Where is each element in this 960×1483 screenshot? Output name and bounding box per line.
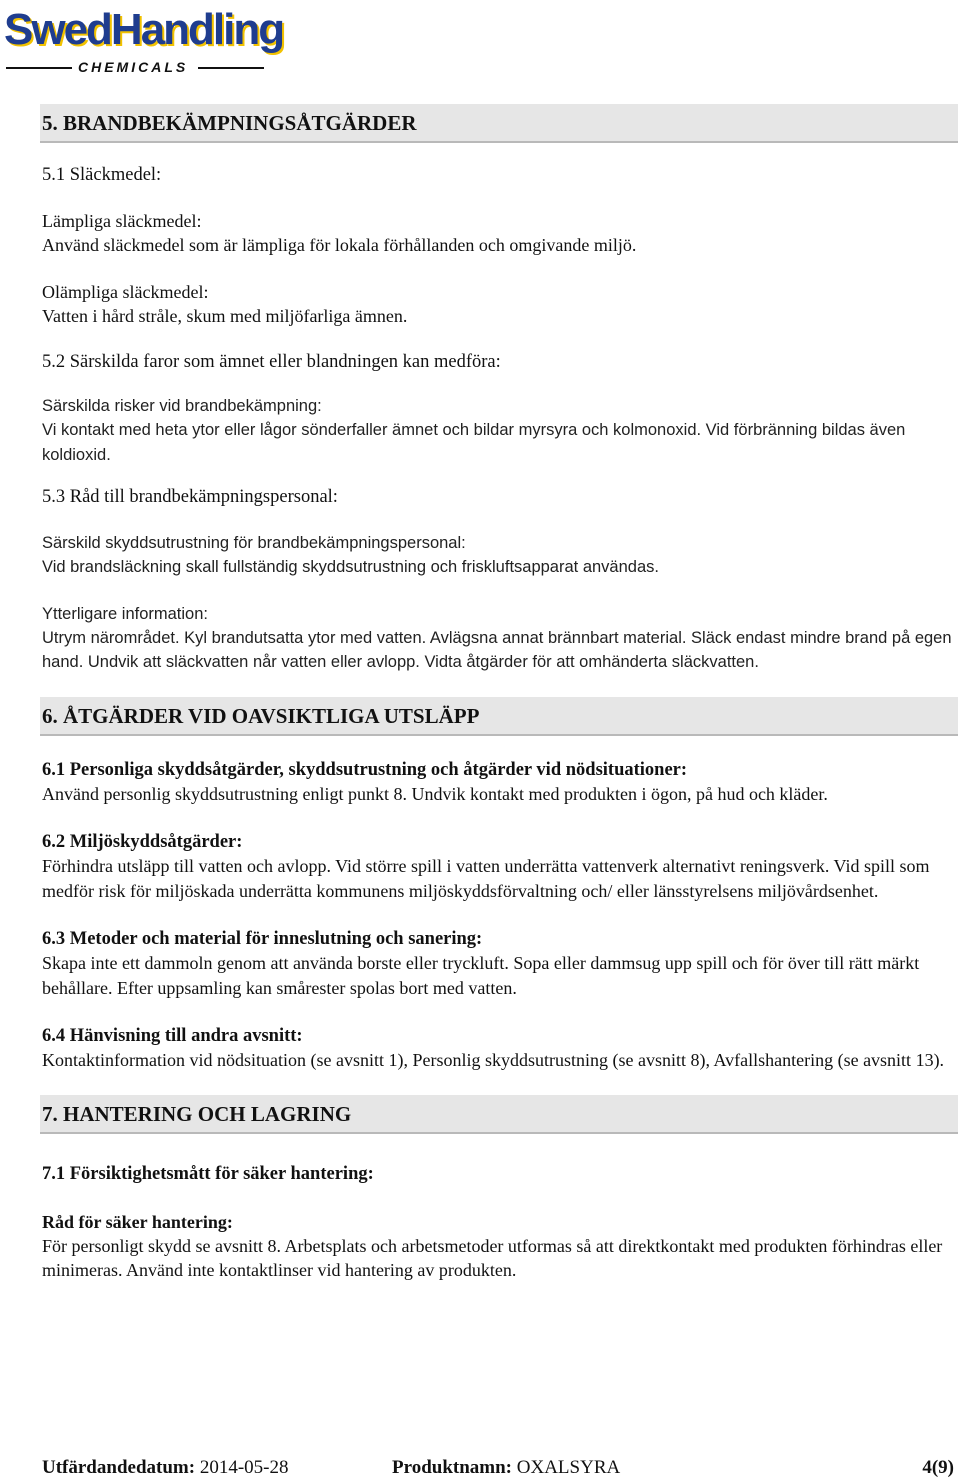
logo-rule-left [6,67,72,69]
logo-tagline: CHEMICALS [78,59,189,75]
suitable-extinguishers-text: Använd släckmedel som är lämpliga för lokala förhållanden och omgivande miljö. [42,235,637,255]
issue-date [42,1456,288,1480]
section-6-2-text: Förhindra utsläpp till vatten och avlopp. Vid större spill i vatten underrätta vattenverk alternativt reningsverk. Vid spill som medför risk för miljöskada underrätta kommunens miljöskyddsförvaltning och/ eller länsstyrelsens miljövårdsenhet. [42,856,930,901]
unsuitable-extinguishers-label: Olämpliga släckmedel: [42,281,209,302]
firefighter-equipment-text: Vid brandsläckning skall fullständig skyddsutrustning och friskluftsapparat användas. [42,558,659,576]
document-body [42,104,958,1283]
section-6-4-heading: 6.4 Hänvisning till andra avsnitt: [42,1026,303,1046]
logo-rule-right [198,67,264,69]
special-risks-text: Vi kontakt med heta ytor eller lågor sönderfaller ämnet och bildar myrsyra och kolmonoxid. Vid förbränning bildas även koldioxid. [42,421,906,464]
company-logo [2,2,284,75]
product-name-label: Produktnamn: [392,1457,513,1478]
suitable-extinguishers-label: Lämpliga släckmedel: [42,211,202,231]
section-6-2-heading: 6.2 Miljöskyddsåtgärder: [42,832,243,852]
product-name [392,1456,620,1480]
section-7-heading: 7. HANTERING OCH LAGRING [40,1095,958,1134]
section-5-1-heading: 5.1 Släckmedel: [42,165,162,185]
section-6-heading: 6. ÅTGÄRDER VID OAVSIKTLIGA UTSLÄPP [40,697,958,736]
issue-date-value: 2014-05-28 [199,1457,289,1478]
section-6-3-heading: 6.3 Metoder och material för inneslutning och sanering: [42,929,483,949]
section-6-1-heading: 6.1 Personliga skyddsåtgärder, skyddsutrustning och åtgärder vid nödsituationer: [42,759,688,780]
safe-handling-label: Råd för säker hantering: [42,1211,233,1232]
safe-handling-text: För personligt skydd se avsnitt 8. Arbetsplats och arbetsmetoder utformas så att direktkontakt med produkten förhindras eller minimeras. Använd inte kontaktlinser vid hantering av produkten. [42,1235,943,1280]
additional-info-text: Utrym närområdet. Kyl brandutsatta ytor med vatten. Avlägsna annat brännbart material. Släck endast mindre brand på egen hand. Undvik att släckvatten når vatten eller avlopp. Vidta åtgärder för att omhänderta släckvatten. [42,628,952,671]
logo-wordmark: SwedHandling [4,5,284,54]
section-6-1-text: Använd personlig skyddsutrustning enligt punkt 8. Undvik kontakt med produkten i ögon, på hud och kläder. [42,783,828,804]
product-name-value: OXALSYRA [516,1457,621,1478]
special-risks-label: Särskilda risker vid brandbekämpning: [42,397,322,415]
section-5-3-heading: 5.3 Råd till brandbekämpningspersonal: [42,487,338,507]
section-6-4-text: Kontaktinformation vid nödsituation (se avsnitt 1), Personlig skyddsutrustning (se avsnitt 8), Avfallshantering (se avsnitt 13). [42,1050,945,1070]
section-5-heading: 5. BRANDBEKÄMPNINGSÅTGÄRDER [40,104,958,143]
page-number: 4(9) [922,1457,954,1478]
additional-info-label: Ytterligare information: [42,604,208,623]
issue-date-label: Utfärdandedatum: [42,1457,196,1478]
section-5-2-heading: 5.2 Särskilda faror som ämnet eller blandningen kan medföra: [42,352,501,372]
unsuitable-extinguishers-text: Vatten i hård stråle, skum med miljöfarliga ämnen. [42,305,408,326]
section-6-3-text: Skapa inte ett dammoln genom att använda borste eller tryckluft. Sopa eller dammsug upp spill och för över till rätt märkt behållare. Efter uppsamling kan smårester spolas bort med vatten. [42,953,920,998]
section-7-1-heading: 7.1 Försiktighetsmått för säker hantering: [42,1163,374,1184]
firefighter-equipment-label: Särskild skyddsutrustning för brandbekämpningspersonal: [42,534,466,552]
